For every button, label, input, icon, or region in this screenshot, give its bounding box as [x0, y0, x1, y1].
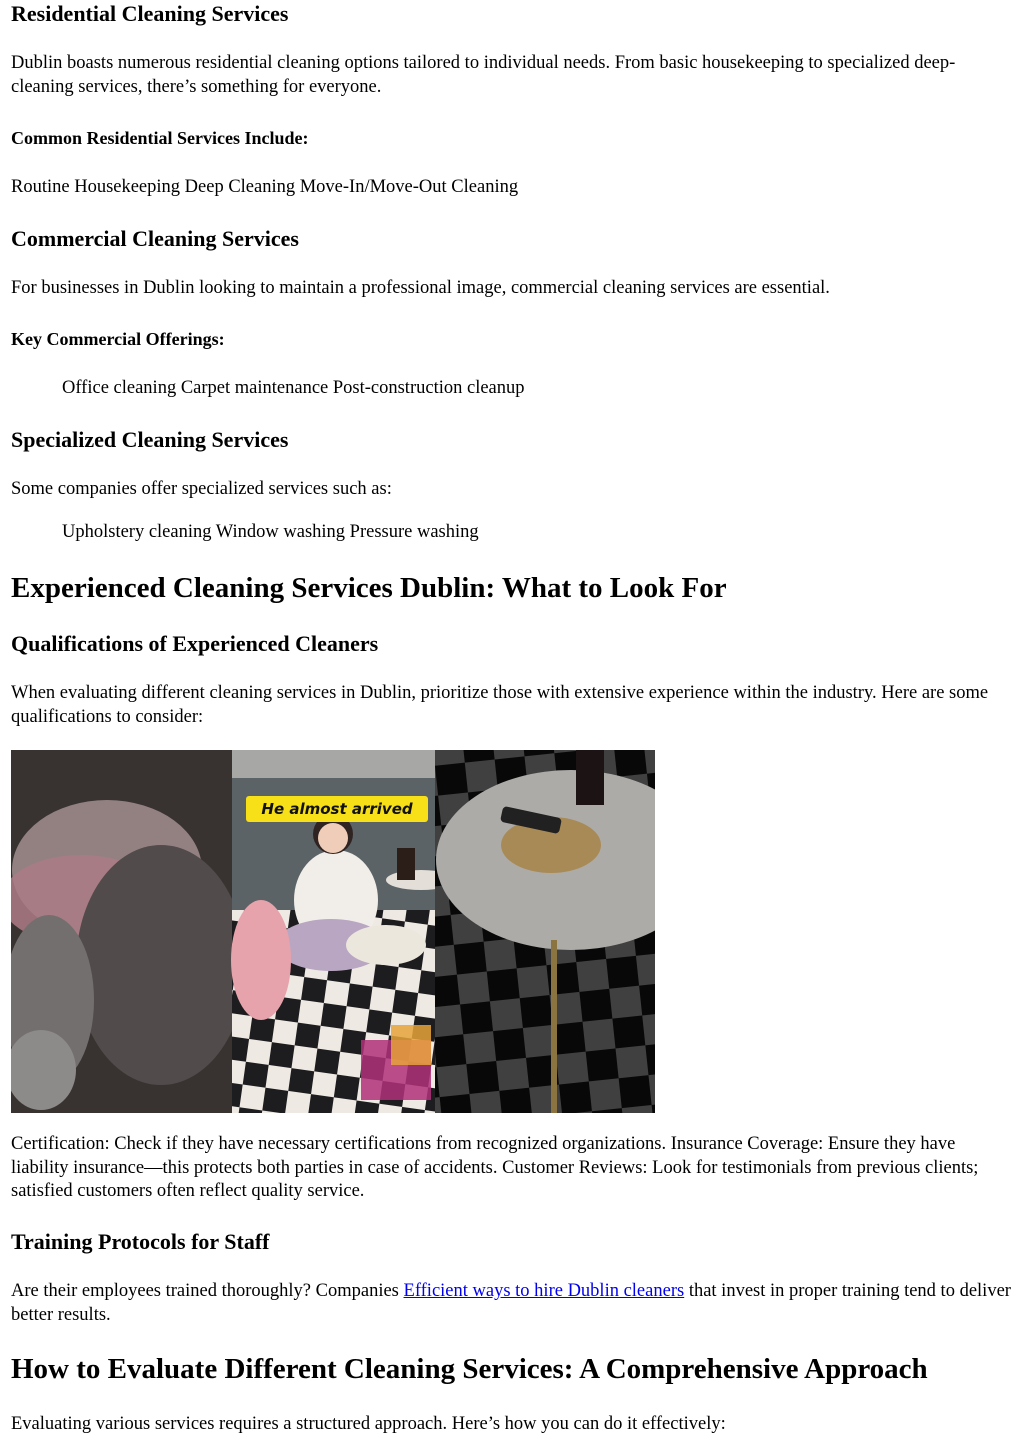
residential-intro: Dublin boasts numerous residential cleaning options tailored to individual needs. From basic housekeeping to specialized deep-cleaning services, there’s something for everyone.: [11, 53, 956, 97]
specialized-intro: Some companies offer specialized services such as:: [11, 479, 392, 499]
article-photo: [11, 750, 655, 1113]
qualifications-detail: Certification: Check if they have necessary certifications from recognized organizations. Insurance Coverage: Ensure they have liability insurance—this protects both parties in case of accidents. Customer Reviews: Look for testimonials from previous clients; satisfied customers often reflect quality service.: [11, 1134, 979, 1201]
qualifications-heading: Qualifications of Experienced Cleaners: [11, 631, 379, 656]
commercial-list: Office cleaning Carpet maintenance Post-construction cleanup: [62, 378, 525, 398]
training-text-after: that invest in proper training tend to deliver better results.: [11, 1281, 1011, 1325]
specialized-heading: Specialized Cleaning Services: [11, 427, 289, 452]
hire-cleaners-link[interactable]: Efficient ways to hire Dublin cleaners: [403, 1281, 685, 1301]
residential-list-heading: Common Residential Services Include:: [11, 128, 309, 148]
training-text-before: Are their employees trained thoroughly? Companies: [11, 1281, 404, 1301]
residential-heading: Residential Cleaning Services: [11, 1, 289, 26]
commercial-list-heading: Key Commercial Offerings:: [11, 329, 225, 349]
specialized-list: Upholstery cleaning Window washing Pressure washing: [62, 522, 479, 542]
experienced-heading: Experienced Cleaning Services Dublin: What to Look For: [11, 572, 727, 604]
commercial-intro: For businesses in Dublin looking to maintain a professional image, commercial cleaning services are essential.: [11, 278, 830, 298]
evaluate-intro: Evaluating various services requires a structured approach. Here’s how you can do it effectively:: [11, 1414, 726, 1434]
training-heading: Training Protocols for Staff: [11, 1229, 270, 1254]
training-paragraph: [11, 1280, 1016, 1327]
evaluate-heading: How to Evaluate Different Cleaning Services: A Comprehensive Approach: [11, 1353, 928, 1385]
right-panel: [435, 750, 655, 1113]
residential-list: Routine Housekeeping Deep Cleaning Move-In/Move-Out Cleaning: [11, 177, 519, 197]
left-panel: [11, 750, 246, 1113]
qualifications-intro: When evaluating different cleaning services in Dublin, prioritize those with extensive experience within the industry. Here are some qualifications to consider:: [11, 683, 989, 727]
image-caption: He almost arrived: [261, 800, 413, 818]
commercial-heading: Commercial Cleaning Services: [11, 226, 299, 251]
